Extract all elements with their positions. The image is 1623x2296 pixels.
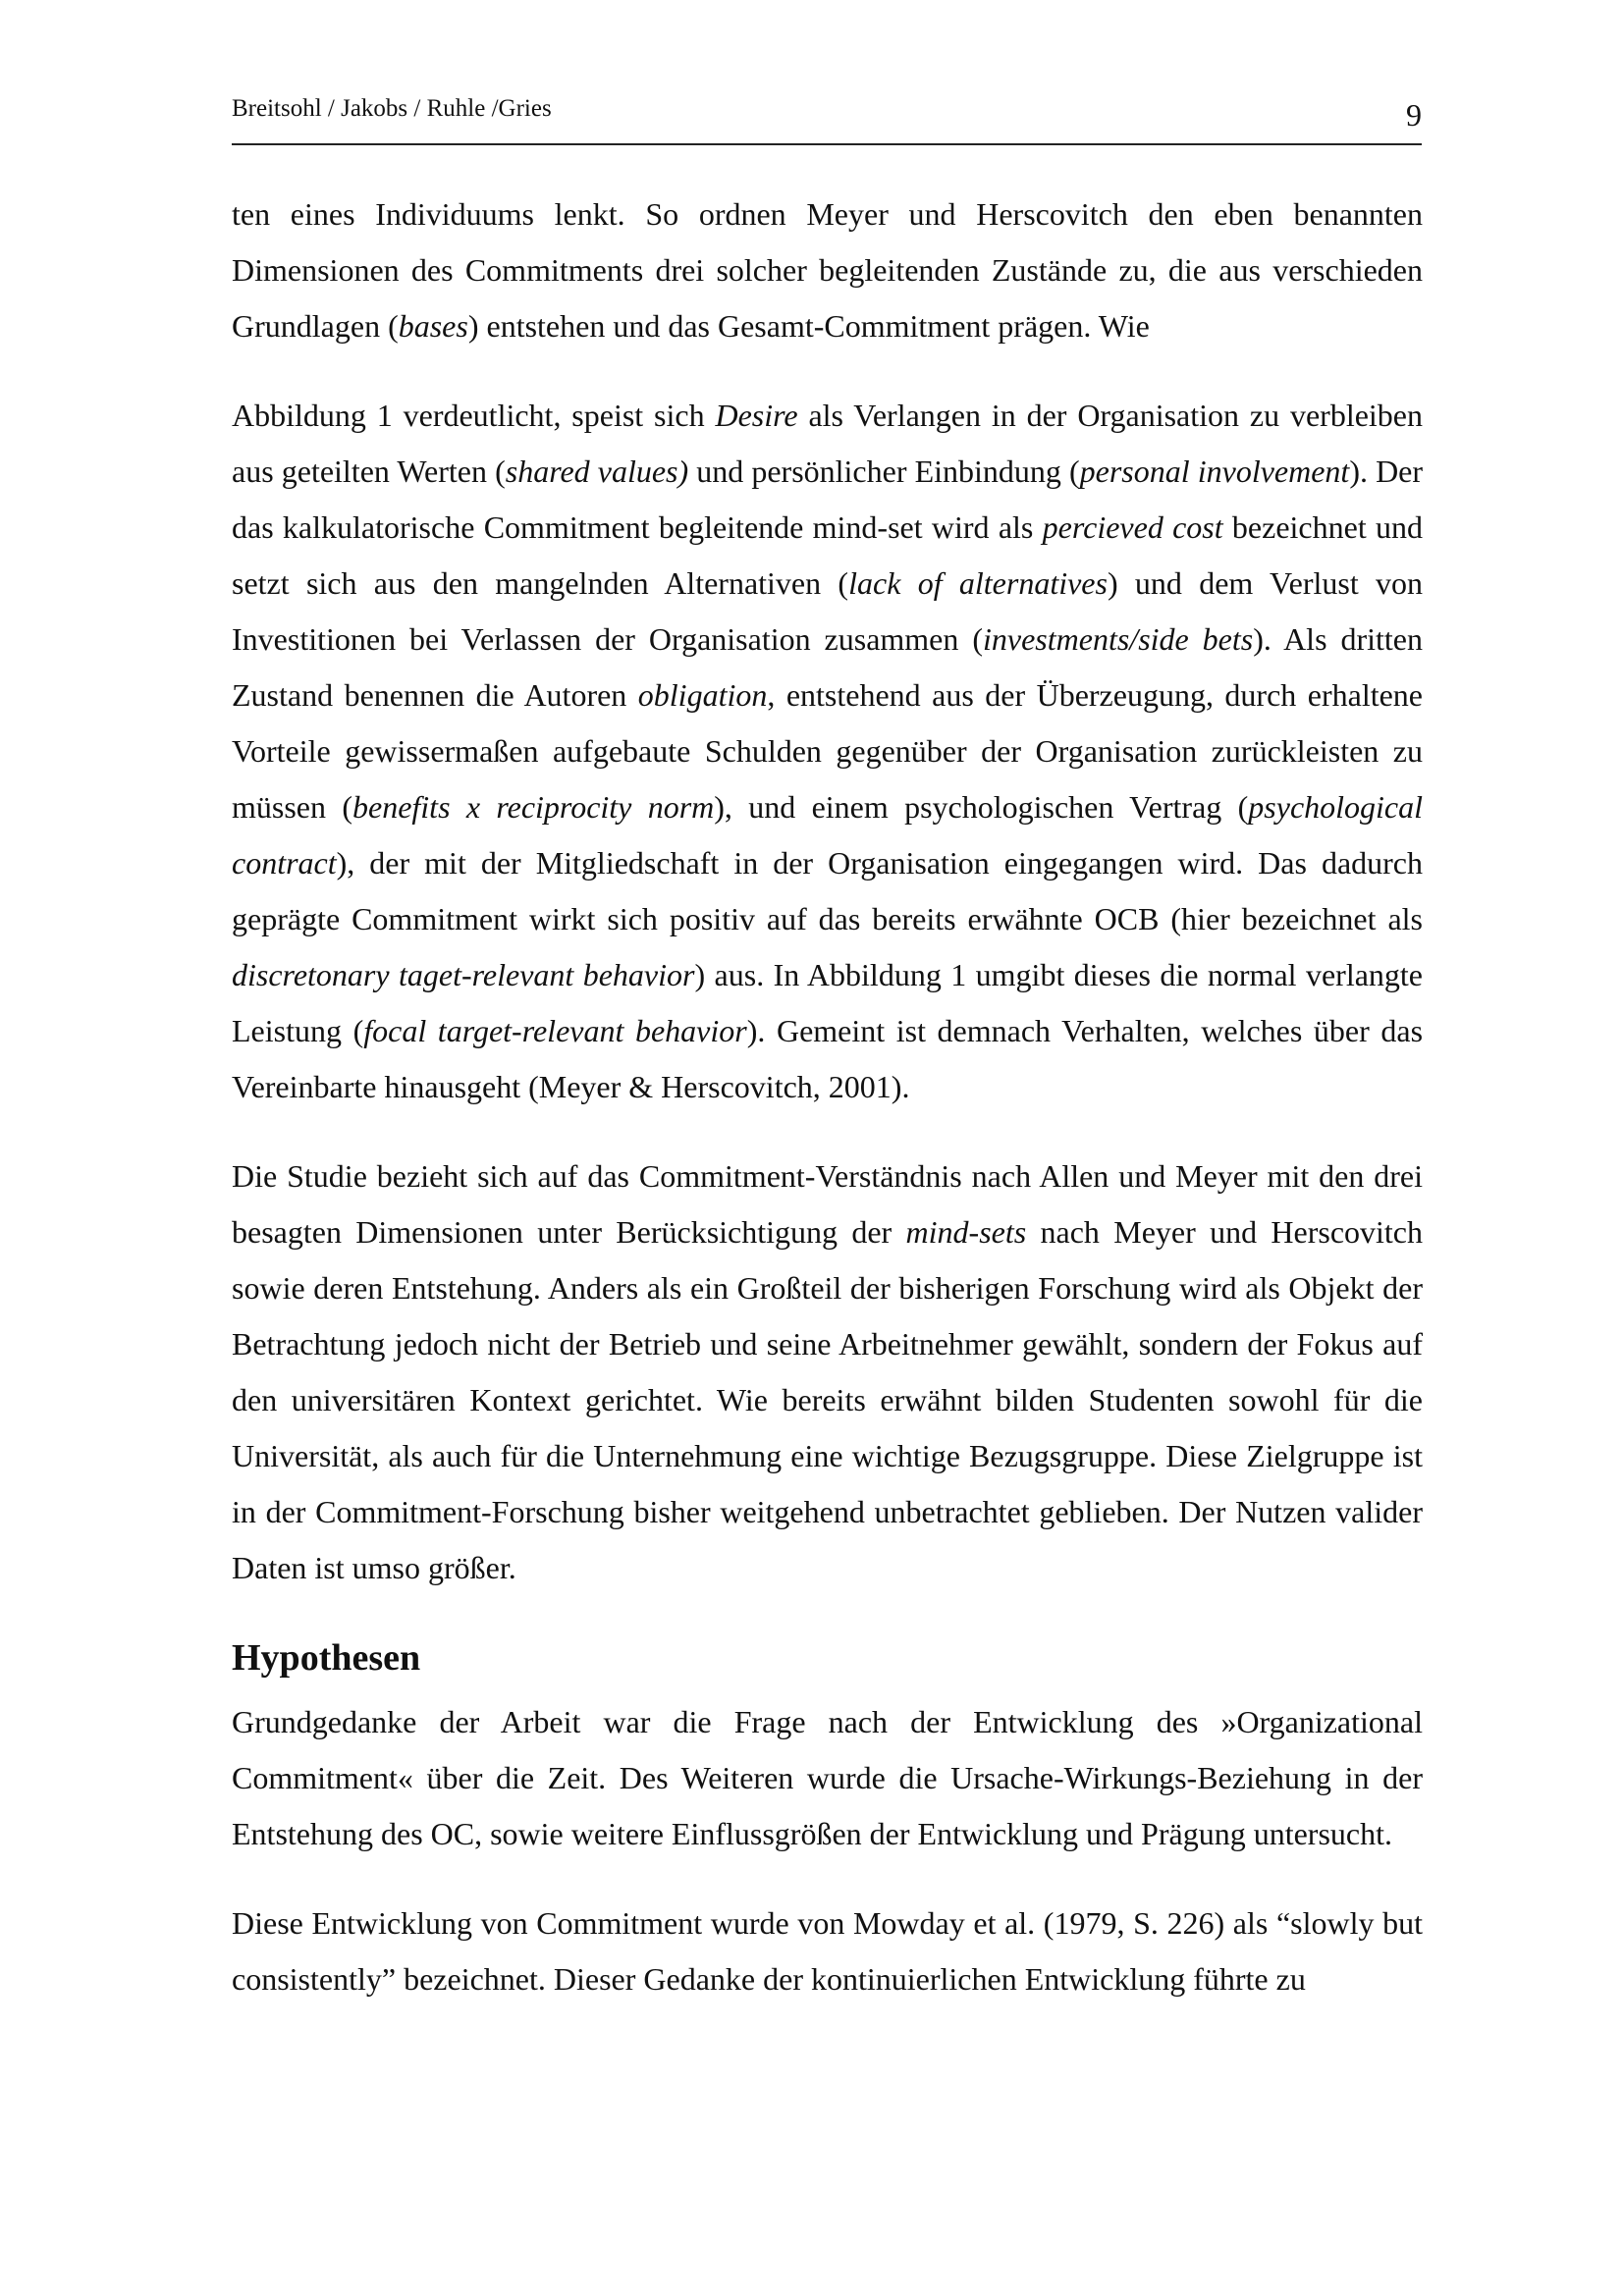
- italic-term: investments/side bets: [983, 621, 1254, 657]
- italic-term: bases: [398, 308, 468, 344]
- body-text: [232, 187, 1423, 2007]
- text-run: ). Als dritten Zustand benennen die Autoren: [232, 621, 1424, 713]
- italic-term: focal target-relevant behavior: [363, 1013, 747, 1048]
- text-run: ). Der das kalkulatorische Commitment begleitende mind-set wird als: [232, 454, 1424, 545]
- text-run: Abbildung 1 verdeutlicht, speist sich: [232, 398, 716, 433]
- text-run: nach Meyer und Herscovitch sowie deren Entstehung. Anders als ein Großteil der bisherigen Forschung wird als Objekt der Betrachtung jedoch nicht der Betrieb und seine Arbeitnehmer gewählt, sondern der Fokus auf den universitären Kontext gerichtet. Wie bereits erwähnt bilden Studenten sowohl für die Universität, als auch für die Unternehmung eine wichtige Bezugsgruppe. Diese Zielgruppe ist in der Commitment-Forschung bisher weitgehend unbetrachtet geblieben. Der Nutzen valider Daten ist umso größer.: [232, 1214, 1424, 1585]
- italic-term: mind-sets: [905, 1214, 1027, 1250]
- text-run: ten eines Individuums lenkt. So ordnen Meyer und Herscovitch den eben benannten Dimensionen des Commitments drei solcher begleitenden Zustände zu, die aus verschieden Grundlagen (: [232, 196, 1423, 344]
- text-run: Die Studie bezieht sich auf das Commitment-Verständnis nach Allen und Meyer mit den drei besagten Dimensionen unter Berücksichtigung der: [232, 1158, 1423, 1250]
- text-run: , entstehend aus der Überzeugung, durch erhaltene Vorteile gewissermaßen aufgebaute Schulden gegenüber der Organisation zurückleisten zu müssen (: [232, 677, 1424, 825]
- running-head-authors: Breitsohl / Jakobs / Ruhle /Gries: [232, 95, 552, 122]
- italic-term: discretonary taget-relevant behavior: [232, 957, 695, 992]
- italic-term: lack of alternatives: [848, 565, 1108, 601]
- text-run: ) und dem Verlust von Investitionen bei Verlassen der Organisation zusammen (: [232, 565, 1424, 657]
- text-run: und persönlicher Einbindung (: [688, 454, 1080, 489]
- italic-term: personal involvement: [1079, 454, 1350, 489]
- text-run: ). Gemeint ist demnach Verhalten, welches über das Vereinbarte hinausgeht (Meyer & Herscovitch, 2001).: [232, 1013, 1424, 1104]
- italic-term: Desire: [715, 398, 798, 433]
- paragraph-study-focus: [232, 1148, 1423, 1596]
- text-run: ) entstehen und das Gesamt-Commitment prägen. Wie: [467, 308, 1150, 344]
- italic-term: benefits x reciprocity norm: [352, 789, 715, 825]
- paragraph-figure-description: [232, 388, 1423, 1115]
- paragraph-hypotheses-intro: Grundgedanke der Arbeit war die Frage nach der Entwicklung des »Organizational Commitment« über die Zeit. Des Weiteren wurde die Ursache-Wirkungs-Beziehung in der Entstehung des OC, sowie weitere Einflussgrößen der Entwicklung und Prägung untersucht.: [232, 1704, 1423, 1851]
- page-number: 9: [1406, 97, 1422, 133]
- paragraph-mind-sets-intro: [232, 187, 1423, 354]
- text-run: ), und einem psychologischen Vertrag (: [714, 789, 1249, 825]
- italic-term: percieved cost: [1042, 509, 1223, 545]
- italic-term: psychological contract: [232, 789, 1424, 881]
- page-header: [232, 94, 1422, 145]
- section-heading: Hypothesen: [232, 1637, 421, 1679]
- paragraph-development: Diese Entwicklung von Commitment wurde von Mowday et al. (1979, S. 226) als “slowly but consistently” bezeichnet. Dieser Gedanke der kontinuierlichen Entwicklung führte zu: [232, 1905, 1423, 1997]
- text-run: als Verlangen in der Organisation zu verbleiben aus geteilten Werten (: [232, 398, 1423, 489]
- italic-term: obligation: [637, 677, 768, 713]
- text-run: bezeichnet und setzt sich aus den mangelnden Alternativen (: [232, 509, 1424, 601]
- italic-term: shared values): [505, 454, 689, 489]
- text-run: ) aus. In Abbildung 1 umgibt dieses die normal verlangte Leistung (: [232, 957, 1423, 1048]
- text-run: ), der mit der Mitgliedschaft in der Organisation eingegangen wird. Das dadurch geprägte Commitment wirkt sich positiv auf das bereits erwähnte OCB (hier bezeichnet als: [232, 845, 1423, 936]
